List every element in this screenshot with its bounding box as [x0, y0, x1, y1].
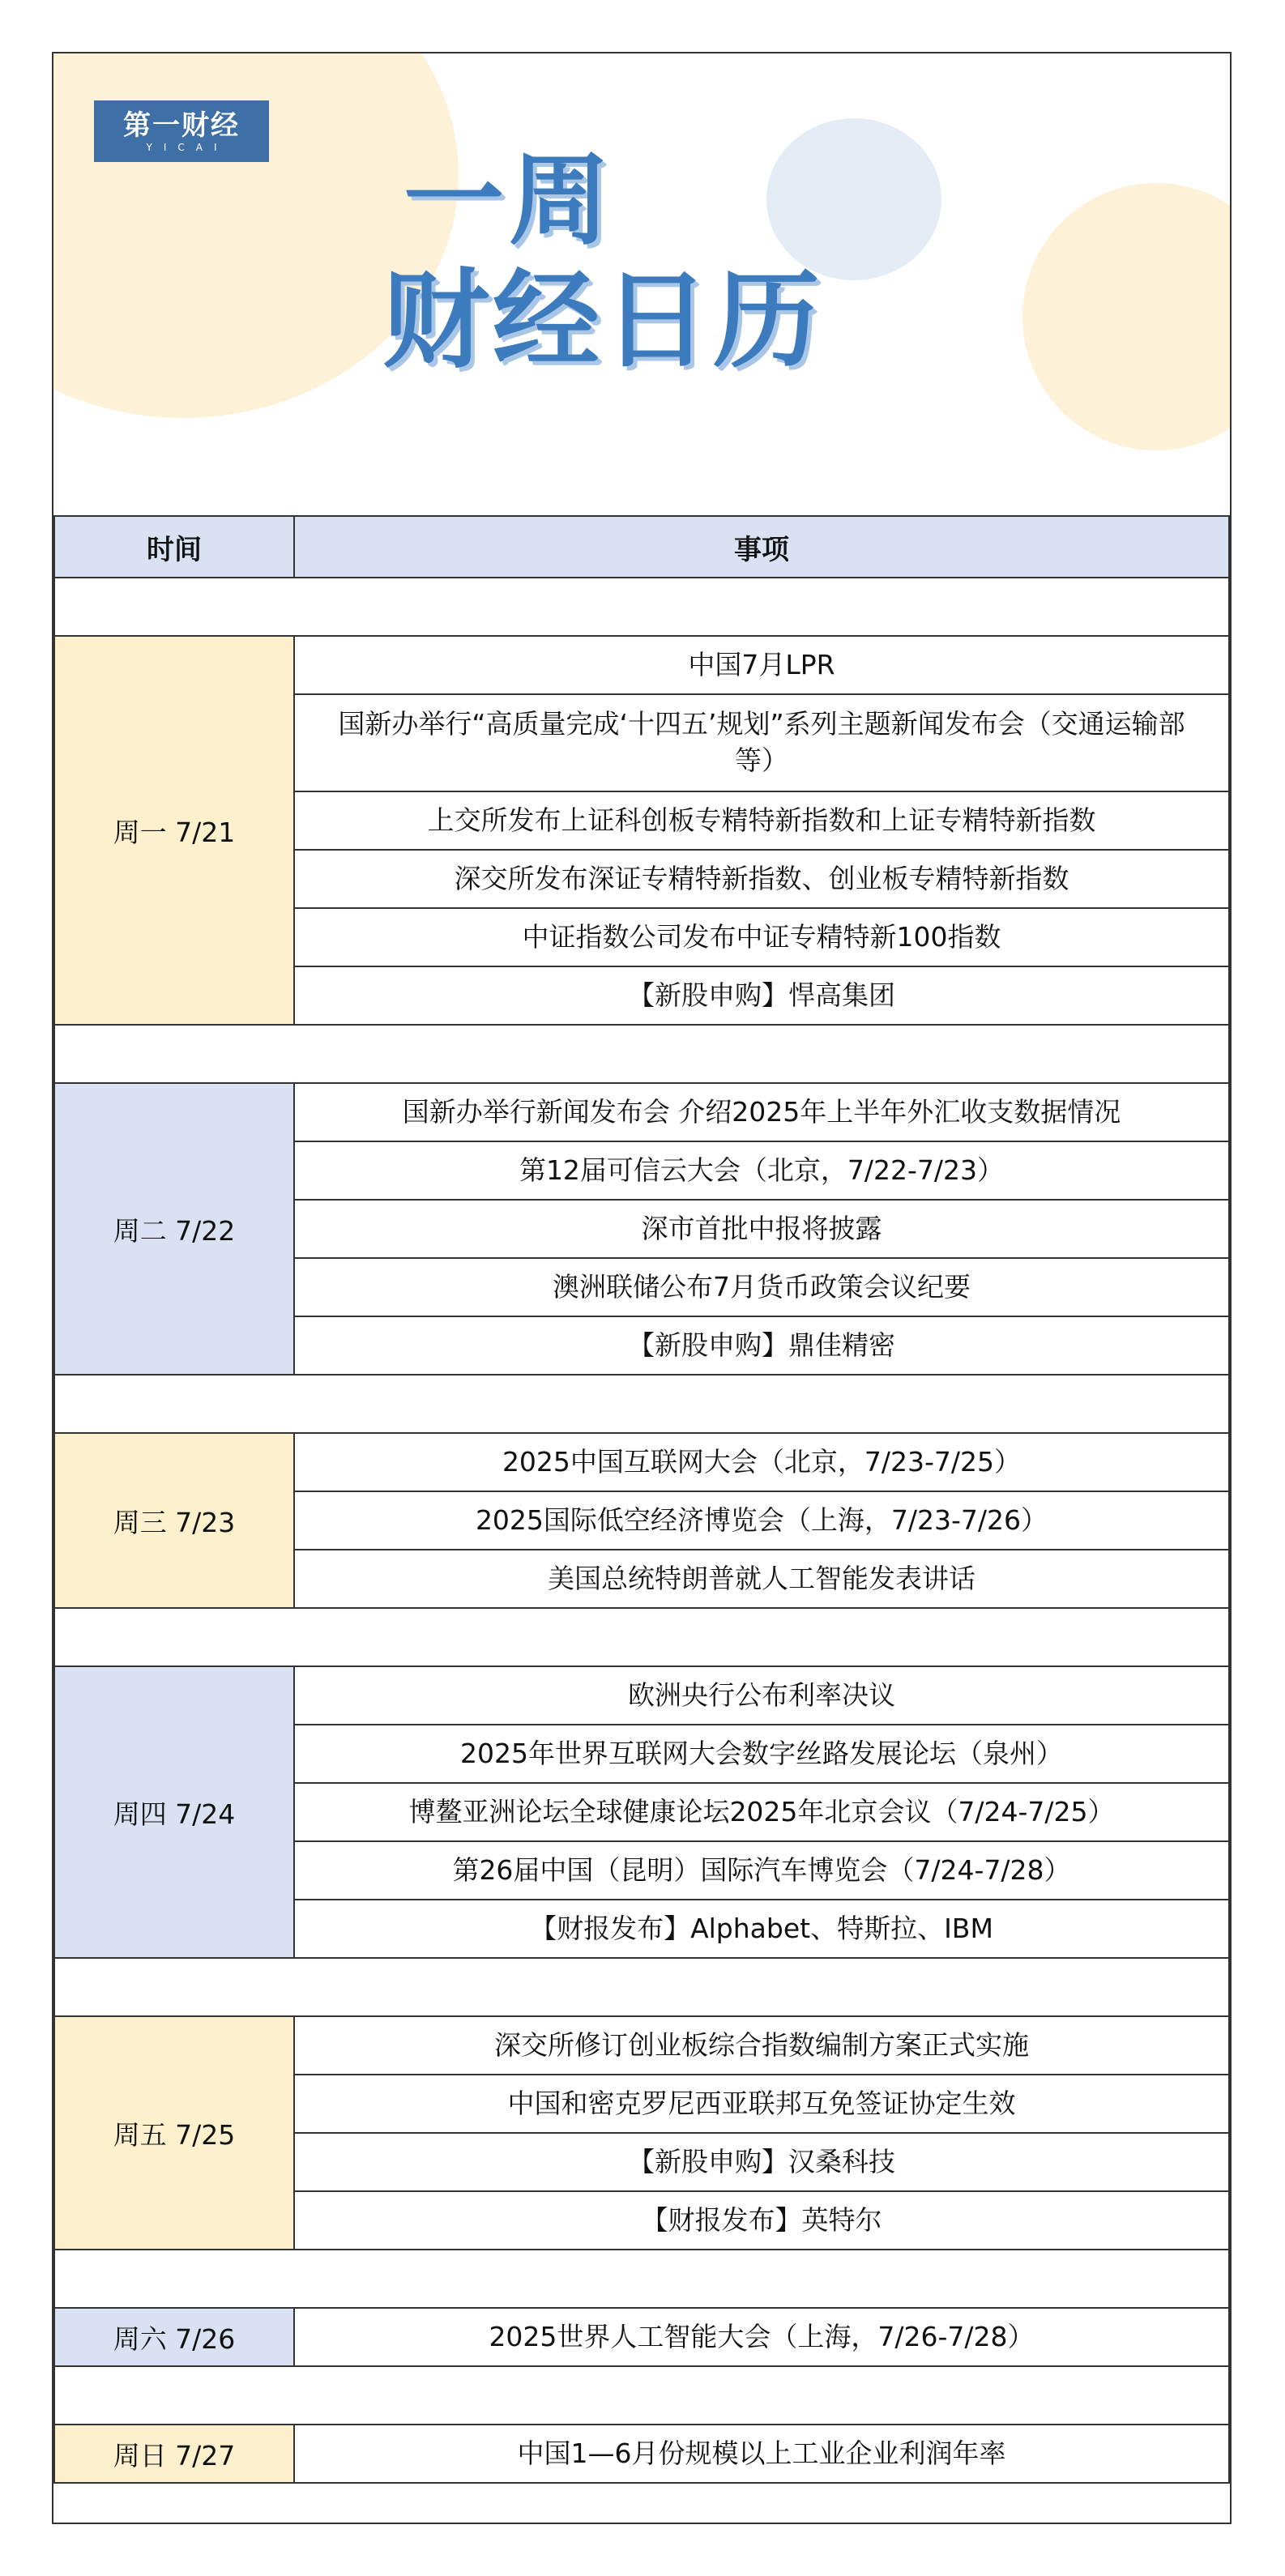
yicai-logo — [94, 100, 269, 162]
event-item: 中国和密克罗尼西亚联邦互免签证协定生效 — [294, 2075, 1229, 2133]
decor-circle — [1022, 183, 1230, 450]
logo-subtext: YICAI — [146, 142, 228, 153]
event-item: 2025世界人工智能大会（上海，7/26-7/28） — [294, 2308, 1229, 2366]
event-item: 第26届中国（昆明）国际汽车博览会（7/24-7/28） — [294, 1841, 1229, 1900]
event-item: 第12届可信云大会（北京，7/22-7/23） — [294, 1141, 1229, 1200]
event-item: 美国总统特朗普就人工智能发表讲话 — [294, 1550, 1229, 1608]
event-text: 国新办举行“高质量完成‘十四五’规划”系列主题新闻发布会（交通运输部等） — [338, 708, 1185, 776]
table-row — [54, 1083, 1229, 1141]
spacer-row — [54, 2366, 1229, 2425]
spacer-row — [54, 1958, 1229, 2016]
event-item: 国新办举行新闻发布会 介绍2025年上半年外汇收支数据情况 — [294, 1083, 1229, 1141]
event-item: 中证指数公司发布中证专精特新100指数 — [294, 908, 1229, 966]
spacer-row — [54, 1608, 1229, 1666]
spacer-row — [54, 1375, 1229, 1433]
header-banner — [53, 53, 1230, 515]
day-label: 周一 7/21 — [54, 636, 294, 1025]
day-label: 周三 7/23 — [54, 1433, 294, 1608]
event-item: 【新股申购】鼎佳精密 — [294, 1316, 1229, 1375]
table-row — [54, 2308, 1229, 2366]
table-row — [54, 2016, 1229, 2075]
event-item: 2025中国互联网大会（北京，7/23-7/25） — [294, 1433, 1229, 1491]
day-label: 周四 7/24 — [54, 1666, 294, 1958]
event-item: 中国1—6月份规模以上工业企业利润年率 — [294, 2425, 1229, 2483]
day-label: 周五 7/25 — [54, 2016, 294, 2250]
time-column-header: 时间 — [54, 516, 294, 578]
page-title-line2: 财经日历 — [382, 258, 823, 383]
event-item: 2025国际低空经济博览会（上海，7/23-7/26） — [294, 1491, 1229, 1550]
table-row — [54, 2425, 1229, 2483]
event-item: 【财报发布】英特尔 — [294, 2191, 1229, 2250]
calendar-table — [53, 515, 1230, 2484]
day-label: 周日 7/27 — [54, 2425, 294, 2483]
event-item: 上交所发布上证科创板专精特新指数和上证专精特新指数 — [294, 791, 1229, 850]
event-item: 深交所修订创业板综合指数编制方案正式实施 — [294, 2016, 1229, 2075]
page-title-line1: 一周 — [403, 143, 615, 259]
event-item: 深市首批中报将披露 — [294, 1200, 1229, 1258]
logo-text: 第一财经 — [123, 109, 240, 142]
event-item: 【财报发布】Alphabet、特斯拉、IBM — [294, 1900, 1229, 1958]
event-column-header: 事项 — [294, 516, 1229, 578]
spacer-row — [54, 578, 1229, 636]
event-item: 中国7月LPR — [294, 636, 1229, 694]
day-label: 周六 7/26 — [54, 2308, 294, 2366]
day-label: 周二 7/22 — [54, 1083, 294, 1375]
event-item — [294, 694, 1229, 791]
calendar-frame — [52, 52, 1232, 2524]
event-item: 【新股申购】悍高集团 — [294, 966, 1229, 1025]
table-row — [54, 636, 1229, 694]
event-item: 2025年世界互联网大会数字丝路发展论坛（泉州） — [294, 1725, 1229, 1783]
spacer-row — [54, 2250, 1229, 2308]
event-item: 深交所发布深证专精特新指数、创业板专精特新指数 — [294, 850, 1229, 908]
table-row — [54, 1666, 1229, 1725]
event-item: 澳洲联储公布7月货币政策会议纪要 — [294, 1258, 1229, 1316]
event-item: 【新股申购】汉桑科技 — [294, 2133, 1229, 2191]
table-row — [54, 1433, 1229, 1491]
event-item: 博鳌亚洲论坛全球健康论坛2025年北京会议（7/24-7/25） — [294, 1783, 1229, 1841]
spacer-row — [54, 1025, 1229, 1083]
table-header-row — [54, 516, 1229, 578]
decor-circle — [766, 118, 941, 280]
event-item: 欧洲央行公布利率决议 — [294, 1666, 1229, 1725]
